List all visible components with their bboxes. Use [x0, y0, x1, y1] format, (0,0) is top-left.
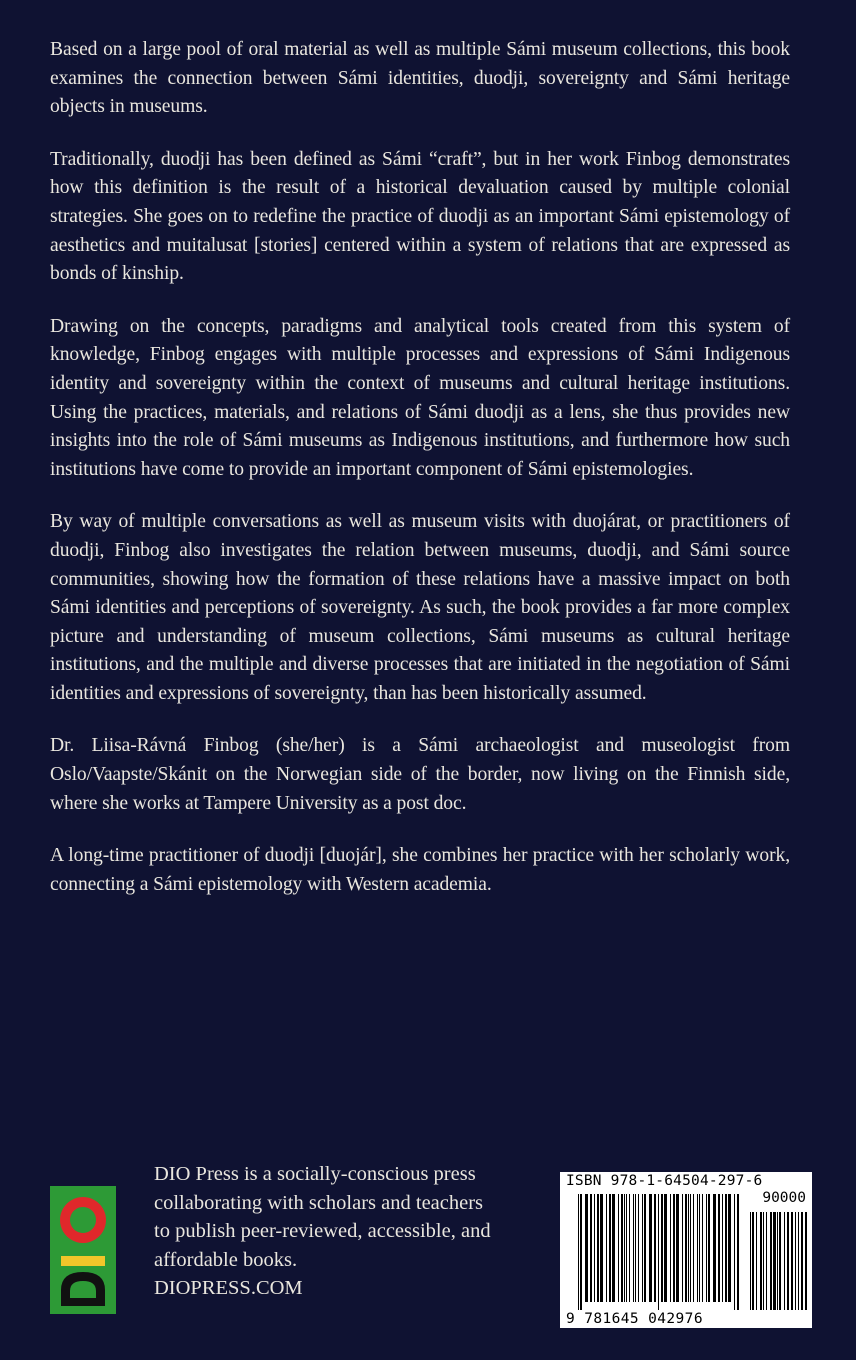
- barcode-bar: [654, 1194, 656, 1302]
- barcode-bar: [750, 1212, 751, 1310]
- barcode-bar: [626, 1194, 627, 1302]
- barcode-bar: [580, 1194, 582, 1310]
- barcode-bar: [805, 1212, 807, 1310]
- dio-logo-mark: [50, 1186, 116, 1314]
- cover-footer: [0, 1160, 856, 1360]
- barcode-bar: [658, 1194, 659, 1310]
- barcode-bar: [763, 1212, 764, 1310]
- ean-number: 9 781645 042976: [566, 1311, 703, 1327]
- publisher-statement: [154, 1160, 544, 1303]
- publisher-website: DIOPRESS.COM: [154, 1277, 303, 1299]
- dio-logo: [50, 1186, 116, 1314]
- logo-letter-o: [60, 1197, 106, 1243]
- barcode-addon-number: 90000: [762, 1190, 806, 1206]
- barcode-bar: [737, 1194, 739, 1310]
- barcode-bar: [725, 1194, 727, 1302]
- barcode-bar: [690, 1194, 691, 1302]
- logo-letter-i: [61, 1256, 105, 1266]
- barcode-bar: [697, 1194, 698, 1302]
- isbn-label: ISBN 978-1-64504-297-6: [566, 1173, 763, 1189]
- blurb-paragraph-2: Traditionally, duodji has been defined as Sámi “craft”, but in her work Finbog demonstrates how this definition is the result of a historical devaluation caused by multiple colonial strategies. She goes on to redefine the practice of duodji as an important Sámi epistemology of aesthetics and muitalusat [stories] centered within a system of relations that are expressed as bonds of kinship.: [50, 148, 790, 285]
- author-practice-paragraph: A long-time practitioner of duodji [duojár], she combines her practice with her scholarly work, connecting a Sámi epistemology with Western academia.: [50, 845, 790, 895]
- author-bio-paragraph: Dr. Liisa-Rávná Finbog (she/her) is a Sámi archaeologist and museologist from Oslo/Vaapste/Skánit on the Norwegian side of the border, now living on the Finnish side, where she works at Tampere University as a post doc.: [50, 735, 790, 814]
- barcode-bar: [756, 1212, 757, 1310]
- barcode-bar: [801, 1212, 803, 1310]
- barcode-bar: [624, 1194, 625, 1302]
- barcode-bar: [693, 1194, 694, 1302]
- barcode-bar: [770, 1212, 772, 1310]
- barcode-bar: [685, 1194, 687, 1302]
- barcode-bar: [621, 1194, 623, 1302]
- barcode-bar: [777, 1212, 778, 1310]
- barcode-bar: [618, 1194, 619, 1302]
- barcode-bar: [600, 1194, 603, 1302]
- barcode-bar: [706, 1194, 707, 1302]
- barcode-bar: [688, 1194, 689, 1302]
- barcode-bar: [713, 1194, 716, 1302]
- barcode-bar: [784, 1212, 785, 1310]
- barcode-bar: [773, 1212, 776, 1310]
- barcode-bar: [728, 1194, 731, 1302]
- blurb-paragraph-4: By way of multiple conversations as well as museum visits with duojárat, or practitioners of duodji, Finbog also investigates the relation between museums, duodji, and Sámi source communities, showing how the formation of these relations have a massive impact on both Sámi identities and perceptions of sovereignty. As such, the book provides a far more complex picture and understanding of museum collections, Sámi museums as cultural heritage institutions, and the multiple and diverse processes that are initiated in the negotiation of Sámi identities and expressions of sovereignty, than has been historically assumed.: [50, 511, 790, 704]
- blurb-paragraph-3: Drawing on the concepts, paradigms and analytical tools created from this system of knowledge, Finbog engages with multiple processes and expressions of Sámi Indigenous identity and sovereignty within the context of museums and cultural heritage institutions. Using the practices, materials, and relations of Sámi duodji as a lens, she thus provides new insights into the role of Sámi museums as Indigenous institutions, and furthermore how such institutions have come to provide an important component of Sámi epistemologies.: [50, 315, 790, 480]
- barcode-bar: [633, 1194, 634, 1302]
- barcode-bar: [590, 1194, 592, 1302]
- barcode-bar: [760, 1212, 762, 1310]
- barcode-bar: [664, 1194, 667, 1302]
- barcode-bar: [682, 1194, 683, 1302]
- barcode-bar: [752, 1212, 754, 1310]
- barcode-bar: [795, 1212, 796, 1310]
- barcode-bar: [578, 1194, 579, 1310]
- barcode-bar: [673, 1194, 675, 1302]
- barcode-bar: [635, 1194, 636, 1302]
- barcode-bar: [642, 1194, 643, 1302]
- barcode-bar: [734, 1194, 735, 1310]
- blurb-paragraph-1: Based on a large pool of oral material as well as multiple Sámi museum collections, this book examines the connection between Sámi identities, duodji, sovereignty and Sámi heritage objects in museums.: [50, 39, 790, 118]
- back-cover-blurb: [50, 36, 790, 923]
- barcode-bar: [798, 1212, 799, 1310]
- barcode-bar: [606, 1194, 607, 1302]
- barcode-bar: [708, 1194, 710, 1302]
- barcode-bar: [585, 1194, 588, 1302]
- publisher-line-3: to publish peer-reviewed, accessible, and: [154, 1220, 491, 1242]
- barcode-bar: [766, 1212, 767, 1310]
- publisher-line-2: collaborating with scholars and teachers: [154, 1191, 484, 1214]
- barcode-bar: [629, 1194, 630, 1302]
- barcode-bar: [597, 1194, 599, 1302]
- barcode-bar: [612, 1194, 615, 1302]
- publisher-line-1: DIO Press is a socially-conscious press: [154, 1163, 476, 1185]
- barcode-bar: [649, 1194, 652, 1302]
- barcode-bar: [702, 1194, 703, 1302]
- barcode-bar: [718, 1194, 720, 1302]
- publisher-line-4: affordable books.: [154, 1248, 298, 1271]
- barcode-bar: [722, 1194, 723, 1302]
- barcode-bar: [787, 1212, 789, 1310]
- barcode-bar: [609, 1194, 611, 1302]
- barcode-bar: [644, 1194, 646, 1302]
- barcode-bar: [676, 1194, 679, 1302]
- barcode-bar: [661, 1194, 663, 1302]
- barcode-bar: [638, 1194, 639, 1302]
- isbn-barcode: [560, 1172, 812, 1328]
- logo-letter-d: [61, 1272, 105, 1306]
- barcode-bar: [779, 1212, 781, 1310]
- barcode-bar: [699, 1194, 700, 1302]
- barcode-bar: [791, 1212, 793, 1310]
- barcode-bar: [670, 1194, 671, 1302]
- barcode-bar: [594, 1194, 595, 1302]
